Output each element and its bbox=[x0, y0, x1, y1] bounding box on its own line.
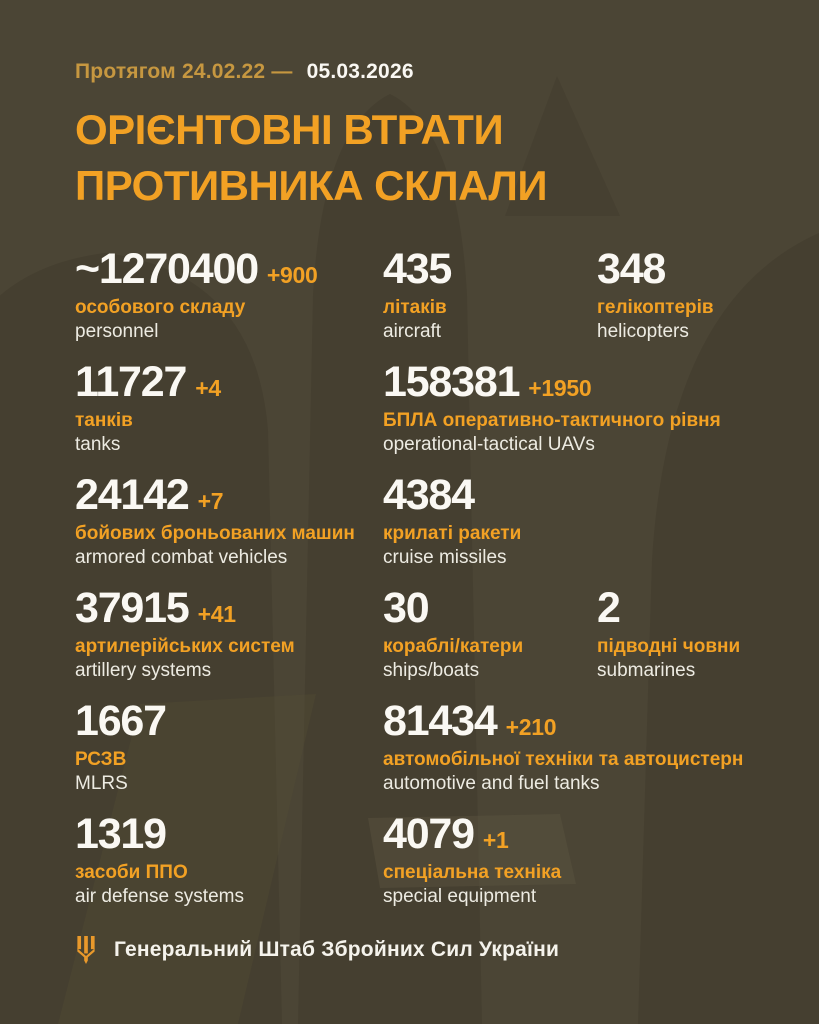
page-title-line1: ОРІЄНТОВНІ ВТРАТИ bbox=[75, 106, 504, 153]
stat-label-uk: РСЗВ bbox=[75, 749, 127, 770]
stat-label-uk: артилерійських систем bbox=[75, 636, 295, 657]
stat-label-uk: кораблі/катери bbox=[383, 636, 524, 657]
stat-submarines bbox=[597, 585, 799, 698]
tryzub-icon bbox=[75, 936, 97, 964]
stat-label-uk: бойових броньованих машин bbox=[75, 523, 355, 544]
date-range-end: 05.03.2026 bbox=[306, 60, 414, 83]
stat-label-en: personnel bbox=[75, 321, 159, 342]
stat-label-en: tanks bbox=[75, 434, 121, 455]
stat-value: 11727 bbox=[75, 358, 187, 406]
stat-delta: +1 bbox=[482, 827, 509, 853]
stat-ships-boats bbox=[383, 585, 597, 698]
stat-label-uk: танків bbox=[75, 410, 133, 431]
stat-air-defense-systems bbox=[75, 811, 383, 924]
stat-value: 4079 bbox=[383, 810, 474, 858]
stat-automotive-fuel-tanks bbox=[383, 698, 799, 811]
stat-helicopters bbox=[597, 246, 799, 359]
stat-label-en: air defense systems bbox=[75, 886, 244, 907]
stat-label-uk: літаків bbox=[383, 297, 447, 318]
stat-value: 24142 bbox=[75, 471, 189, 519]
stat-label-en: artillery systems bbox=[75, 660, 212, 681]
stats-grid bbox=[75, 246, 799, 924]
stat-label-uk: особового складу bbox=[75, 297, 246, 318]
stat-armored-combat-vehicles bbox=[75, 472, 383, 585]
stat-label-uk: гелікоптерів bbox=[597, 297, 714, 318]
stat-delta: +7 bbox=[197, 488, 224, 514]
stat-value: 158381 bbox=[383, 358, 520, 406]
stat-label-en: automotive and fuel tanks bbox=[383, 773, 600, 794]
date-range-start: Протягом 24.02.22 — bbox=[75, 60, 293, 83]
stat-value: 4384 bbox=[383, 471, 474, 519]
stat-value: 1319 bbox=[75, 810, 166, 858]
stat-label-en: operational-tactical UAVs bbox=[383, 434, 595, 455]
stat-mlrs bbox=[75, 698, 383, 811]
page-title-line2: ПРОТИВНИКА СКЛАЛИ bbox=[75, 162, 548, 209]
stat-value: 435 bbox=[383, 245, 452, 293]
stat-value: 30 bbox=[383, 584, 429, 632]
stat-cruise-missiles bbox=[383, 472, 799, 585]
stat-label-uk: БПЛА оперативно-тактичного рівня bbox=[383, 410, 721, 431]
stat-special-equipment bbox=[383, 811, 799, 924]
stat-label-en: cruise missiles bbox=[383, 547, 507, 568]
stat-tanks bbox=[75, 359, 383, 472]
stat-label-en: ships/boats bbox=[383, 660, 480, 681]
stat-delta: +900 bbox=[266, 262, 318, 288]
stat-label-en: aircraft bbox=[383, 321, 442, 342]
stat-label-en: MLRS bbox=[75, 773, 128, 794]
stat-delta: +210 bbox=[505, 714, 557, 740]
stat-delta: +4 bbox=[195, 375, 221, 401]
stat-aircraft bbox=[383, 246, 597, 359]
stat-value: 348 bbox=[597, 245, 666, 293]
report-date-range bbox=[75, 60, 799, 84]
stat-label-uk: крилаті ракети bbox=[383, 523, 522, 544]
footer bbox=[75, 936, 559, 964]
stat-label-uk: спеціальна техніка bbox=[383, 862, 562, 883]
stat-label-en: submarines bbox=[597, 660, 696, 681]
stat-artillery-systems bbox=[75, 585, 383, 698]
stat-label-uk: підводні човни bbox=[597, 636, 741, 657]
stat-label-en: armored combat vehicles bbox=[75, 547, 288, 568]
stat-value: 1667 bbox=[75, 697, 166, 745]
stat-personnel bbox=[75, 246, 383, 359]
stat-label-en: special equipment bbox=[383, 886, 537, 907]
stat-label-uk: засоби ППО bbox=[75, 862, 188, 883]
stat-label-en: helicopters bbox=[597, 321, 689, 342]
page-title bbox=[75, 102, 799, 214]
stat-value: 2 bbox=[597, 584, 620, 632]
general-staff-label: Генеральний Штаб Збройних Сил України bbox=[114, 938, 560, 961]
stat-delta: +41 bbox=[197, 601, 236, 627]
stat-value: ~1270400 bbox=[75, 245, 258, 293]
stat-label-uk: автомобільної техніки та автоцистерн bbox=[383, 749, 744, 770]
stat-delta: +1950 bbox=[528, 375, 592, 401]
stat-value: 37915 bbox=[75, 584, 189, 632]
stat-uavs bbox=[383, 359, 799, 472]
stat-value: 81434 bbox=[383, 697, 497, 745]
